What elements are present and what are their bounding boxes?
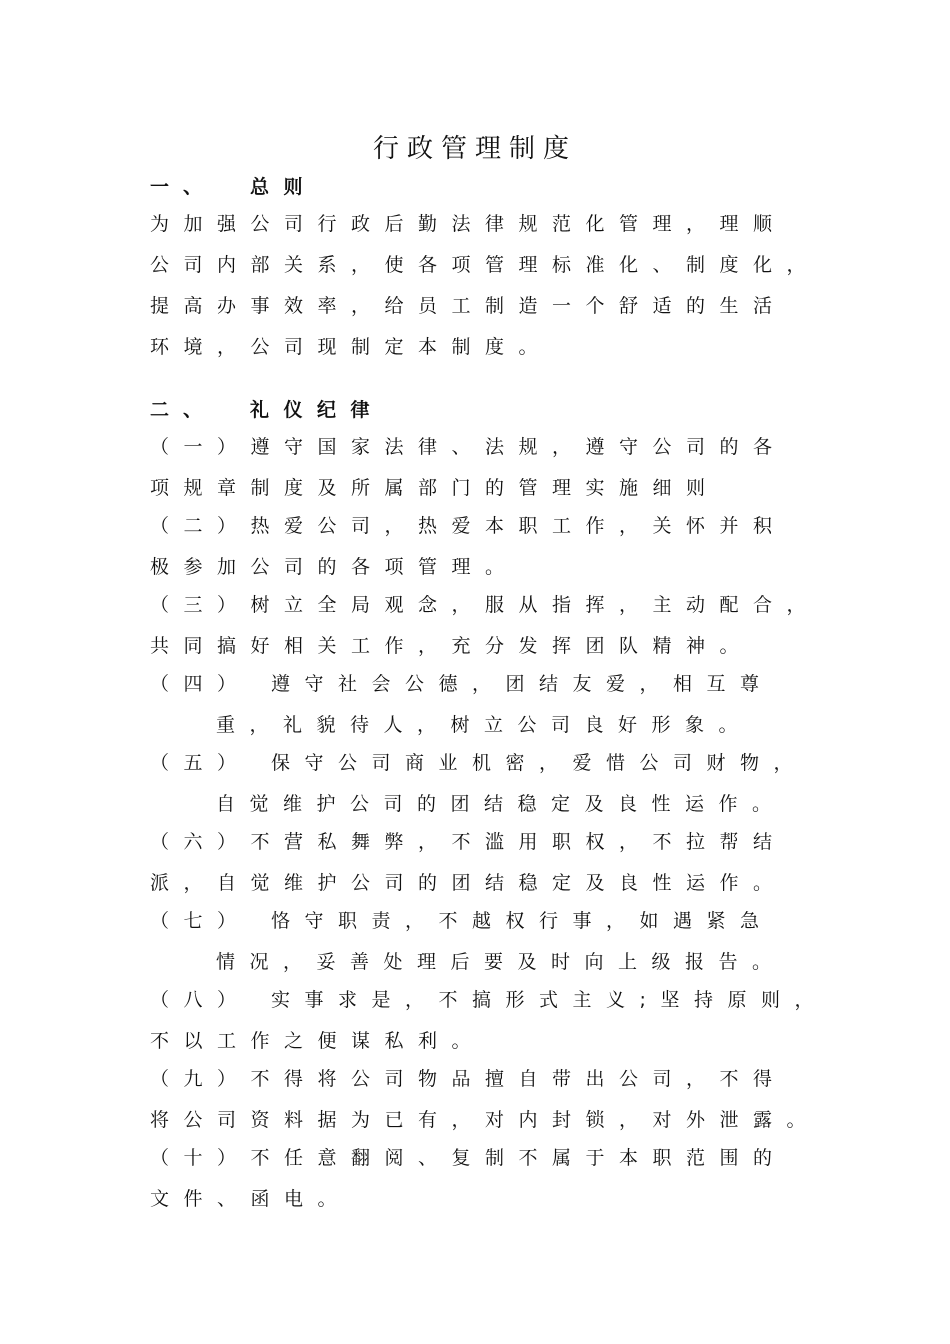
section-heading-etiquette	[150, 398, 384, 422]
rule-line: 不以工作之便谋私利。	[150, 1030, 486, 1052]
rule-line: 文件、函电。	[150, 1188, 352, 1210]
rule-line: 项规章制度及所属部门的管理实施细则	[150, 477, 720, 499]
rule-line: 重，礼貌待人，树立公司良好形象。	[216, 714, 753, 736]
paragraph-line: 环境，公司现制定本制度。	[150, 336, 553, 358]
paragraph-line: 公司内部关系，使各项管理标准化、制度化，	[150, 254, 821, 276]
section-number: 二、	[150, 399, 217, 421]
rule-line: 情况，妥善处理后要及时向上级报告。	[216, 951, 786, 973]
rule-line: （五） 保守公司商业机密，爱惜公司财物，	[150, 752, 808, 774]
rule-line: （七） 恪守职责，不越权行事，如遇紧急	[150, 910, 774, 932]
rule-line: （一）遵守国家法律、法规，遵守公司的各	[150, 436, 787, 458]
rule-line: （二）热爱公司，热爱本职工作，关怀并积	[150, 515, 787, 537]
rule-line: 自觉维护公司的团结稳定及良性运作。	[216, 793, 786, 815]
paragraph-line: 提高办事效率，给员工制造一个舒适的生活	[150, 295, 787, 317]
section-title: 礼仪纪律	[250, 399, 385, 421]
rule-line: 派，自觉维护公司的团结稳定及良性运作。	[150, 872, 787, 894]
section-title: 总则	[250, 176, 318, 198]
rule-line: （四） 遵守社会公德，团结友爱，相互尊	[150, 673, 774, 695]
rule-line: （三）树立全局观念，服从指挥，主动配合，	[150, 594, 821, 616]
section-heading-general	[150, 175, 317, 199]
rule-line: （六）不营私舞弊，不滥用职权，不拉帮结	[150, 831, 787, 853]
section-number: 一、	[150, 176, 217, 198]
document-title: 行政管理制度	[372, 134, 577, 164]
rule-line: （十）不任意翻阅、复制不属于本职范围的	[150, 1147, 787, 1169]
paragraph-line: 为加强公司行政后勤法律规范化管理，理顺	[150, 213, 787, 235]
rule-line: 极参加公司的各项管理。	[150, 556, 519, 578]
rule-line: （九）不得将公司物品擅自带出公司，不得	[150, 1068, 787, 1090]
rule-line: 共同搞好相关工作，充分发挥团队精神。	[150, 635, 754, 657]
rule-line: 将公司资料据为已有，对内封锁，对外泄露。	[150, 1109, 821, 1131]
rule-line: （八） 实事求是，不搞形式主义;坚持原则，	[150, 989, 828, 1011]
